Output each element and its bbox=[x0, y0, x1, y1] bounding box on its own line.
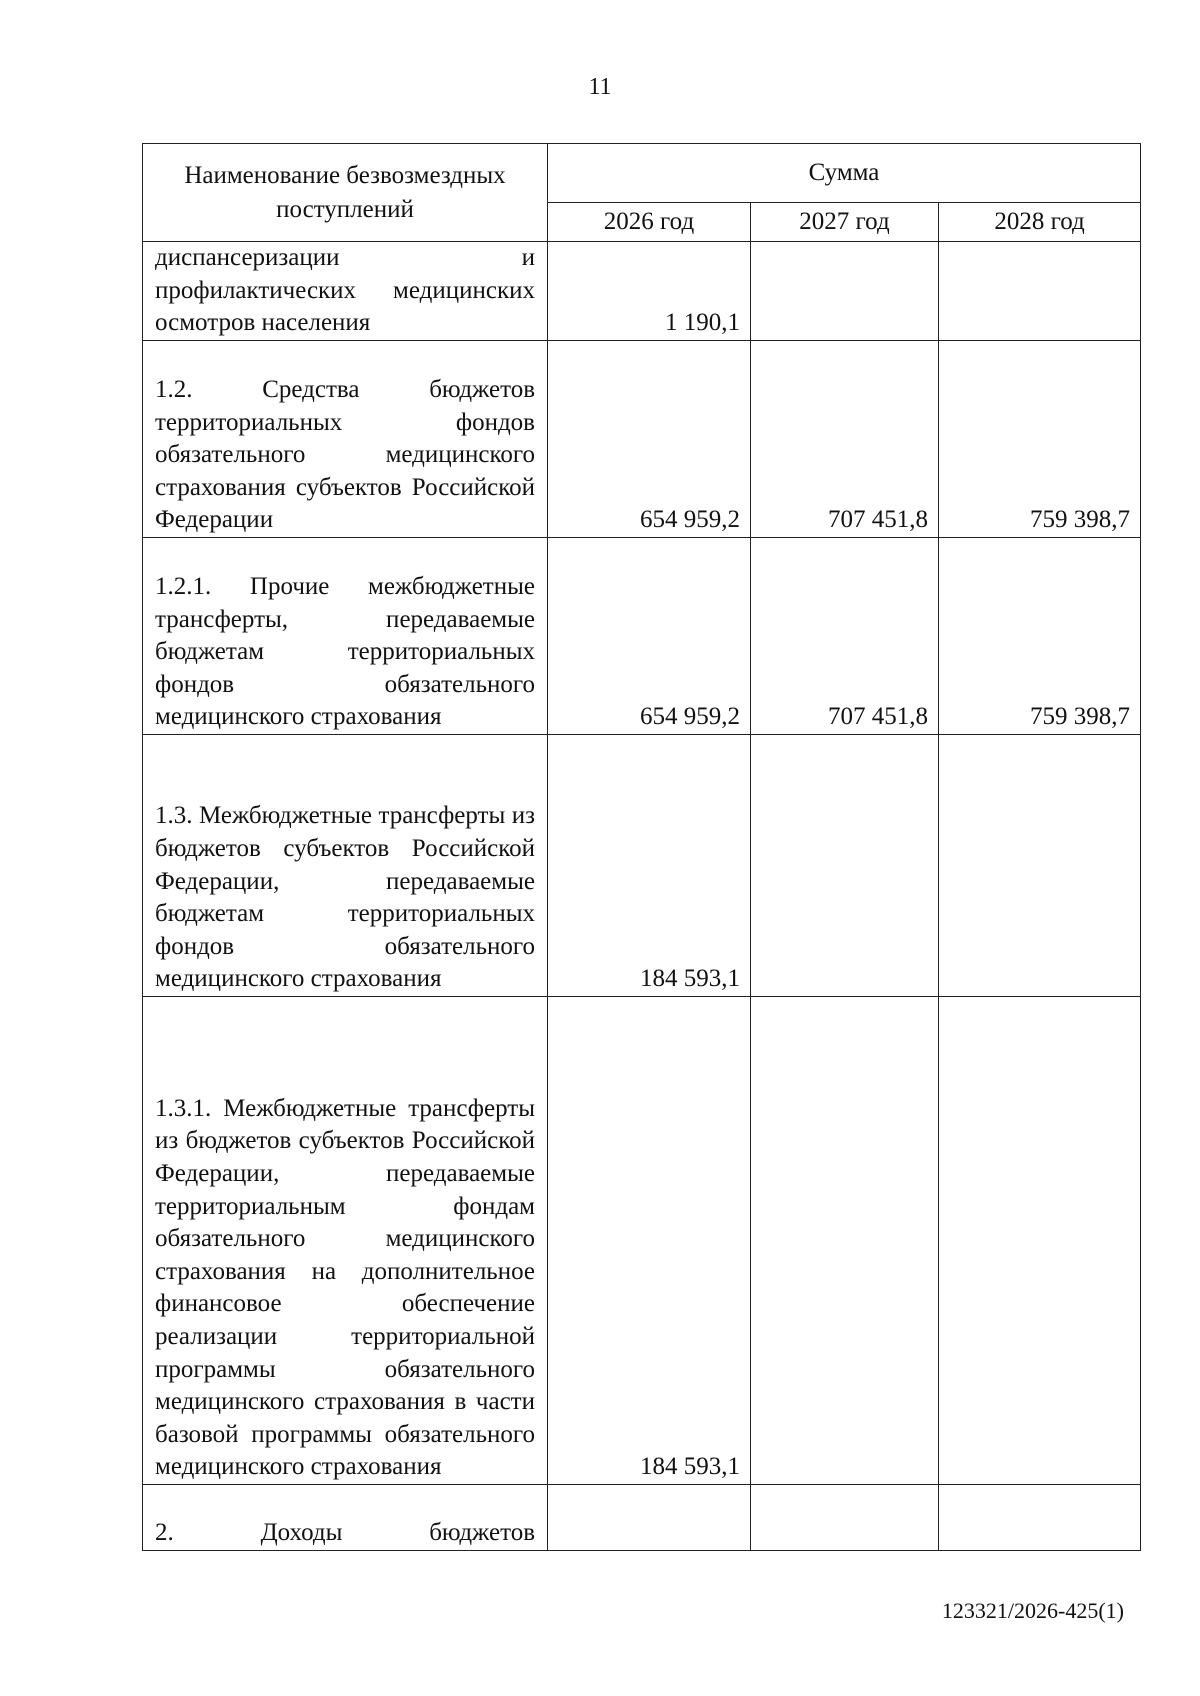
row-name-cell bbox=[143, 1485, 548, 1551]
row-name: 1.3.1. Межбюджетные трансферты из бюджетов субъектов Российской Федерации, передаваемые территориальным фондам обязательного медицинского страхования на дополнительное финансовое обеспечение реализации территориальной программы обязательного медицинского страхования в части базовой программы обязательного медицинского страхования bbox=[155, 1094, 535, 1481]
value-2026: 1 190,1 bbox=[548, 242, 751, 341]
table-row bbox=[143, 538, 1141, 735]
page-number: 11 bbox=[588, 74, 612, 100]
value-2028 bbox=[939, 735, 1141, 997]
value-2028 bbox=[939, 242, 1141, 341]
table-row bbox=[143, 735, 1141, 997]
value-2026 bbox=[548, 1485, 751, 1551]
row-name-cell bbox=[143, 538, 548, 735]
table-header-row bbox=[143, 144, 1141, 203]
value-2027: 707 451,8 bbox=[751, 341, 939, 538]
table-row bbox=[143, 997, 1141, 1485]
row-name: диспансеризации и профилактических медицинских осмотров населения bbox=[155, 244, 535, 337]
document-id: 123321/2026-425(1) bbox=[941, 1598, 1124, 1623]
row-name-cell bbox=[143, 735, 548, 997]
table-row bbox=[143, 242, 1141, 341]
header-sum: Сумма bbox=[548, 144, 1141, 203]
table-row bbox=[143, 341, 1141, 538]
value-2027: 707 451,8 bbox=[751, 538, 939, 735]
header-year-2027: 2027 год bbox=[751, 203, 939, 242]
table-row bbox=[143, 1485, 1141, 1551]
row-name-cell bbox=[143, 341, 548, 538]
value-2026: 184 593,1 bbox=[548, 735, 751, 997]
header-year-2028: 2028 год bbox=[939, 203, 1141, 242]
value-2028 bbox=[939, 997, 1141, 1485]
value-2027 bbox=[751, 735, 939, 997]
value-2026: 184 593,1 bbox=[548, 997, 751, 1485]
header-year-2026: 2026 год bbox=[548, 203, 751, 242]
budget-table bbox=[142, 143, 1141, 1551]
row-name-cell bbox=[143, 242, 548, 341]
value-2027 bbox=[751, 242, 939, 341]
value-2026: 654 959,2 bbox=[548, 341, 751, 538]
value-2026: 654 959,2 bbox=[548, 538, 751, 735]
row-name: 2. Доходы бюджетов bbox=[155, 1519, 535, 1547]
value-2028: 759 398,7 bbox=[939, 538, 1141, 735]
row-name: 1.3. Межбюджетные трансферты из бюджетов субъектов Российской Федерации, передаваемые бюджетам территориальных фондов обязательного медицинского страхования bbox=[155, 802, 535, 993]
row-name-cell bbox=[143, 997, 548, 1485]
row-name: 1.2.1. Прочие межбюджетные трансферты, передаваемые бюджетам территориальных фондов обязательного медицинского страхования bbox=[155, 573, 535, 731]
row-name: 1.2. Средства бюджетов территориальных фондов обязательного медицинского страхования субъектов Российской Федерации bbox=[155, 376, 535, 534]
header-name: Наименование безвозмездных поступлений bbox=[143, 144, 548, 242]
value-2028 bbox=[939, 1485, 1141, 1551]
value-2028: 759 398,7 bbox=[939, 341, 1141, 538]
value-2027 bbox=[751, 1485, 939, 1551]
value-2027 bbox=[751, 997, 939, 1485]
